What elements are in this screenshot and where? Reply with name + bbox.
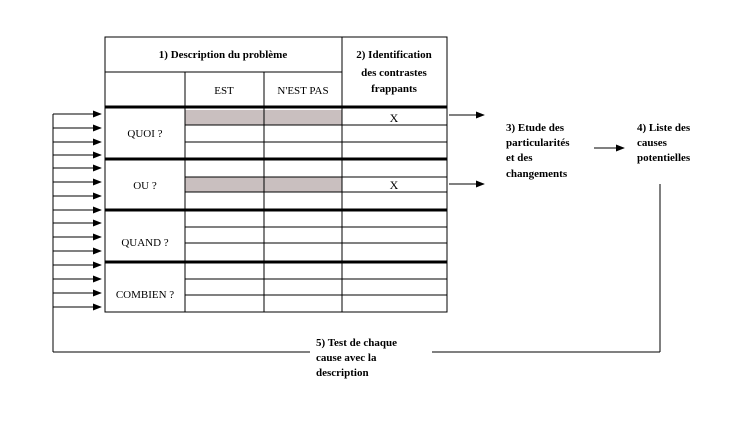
quoi-nestpas-shaded bbox=[264, 110, 342, 125]
row-label-ou: OU ? bbox=[133, 180, 157, 192]
contrasts-title-3: frappants bbox=[371, 83, 417, 95]
col-est-header: EST bbox=[214, 85, 234, 97]
contrasts-title-1: 2) Identification bbox=[356, 49, 432, 61]
row-label-combien: COMBIEN ? bbox=[115, 289, 175, 301]
row-label-quand: QUAND ? bbox=[121, 237, 169, 249]
quoi-contrast-mark: X bbox=[389, 111, 399, 125]
step4-line1: 4) Liste des bbox=[637, 122, 691, 134]
step3-line4: changements bbox=[506, 168, 568, 180]
col-nestpas-header: N'EST PAS bbox=[277, 85, 329, 97]
row-input-arrows bbox=[53, 114, 101, 307]
feedback-loop bbox=[53, 114, 660, 352]
row-label-quoi: QUOI ? bbox=[127, 128, 163, 140]
step5-line3: description bbox=[316, 367, 369, 379]
step5-line2: cause avec la bbox=[316, 352, 377, 364]
quoi-est-shaded bbox=[185, 110, 264, 125]
step3-line2: particularités bbox=[506, 137, 570, 149]
step3-line3: et des bbox=[506, 152, 533, 164]
ou-nestpas-shaded bbox=[264, 177, 342, 192]
step4-line2: causes bbox=[637, 137, 667, 149]
contrasts-title-2: des contrastes bbox=[361, 67, 427, 79]
ou-est-shaded bbox=[185, 177, 264, 192]
step3-line1: 3) Etude des bbox=[506, 122, 565, 134]
step4-line3: potentielles bbox=[637, 152, 691, 164]
step5-line1: 5) Test de chaque bbox=[316, 337, 397, 349]
description-title: 1) Description du problème bbox=[158, 49, 288, 61]
ou-contrast-mark: X bbox=[389, 178, 399, 192]
